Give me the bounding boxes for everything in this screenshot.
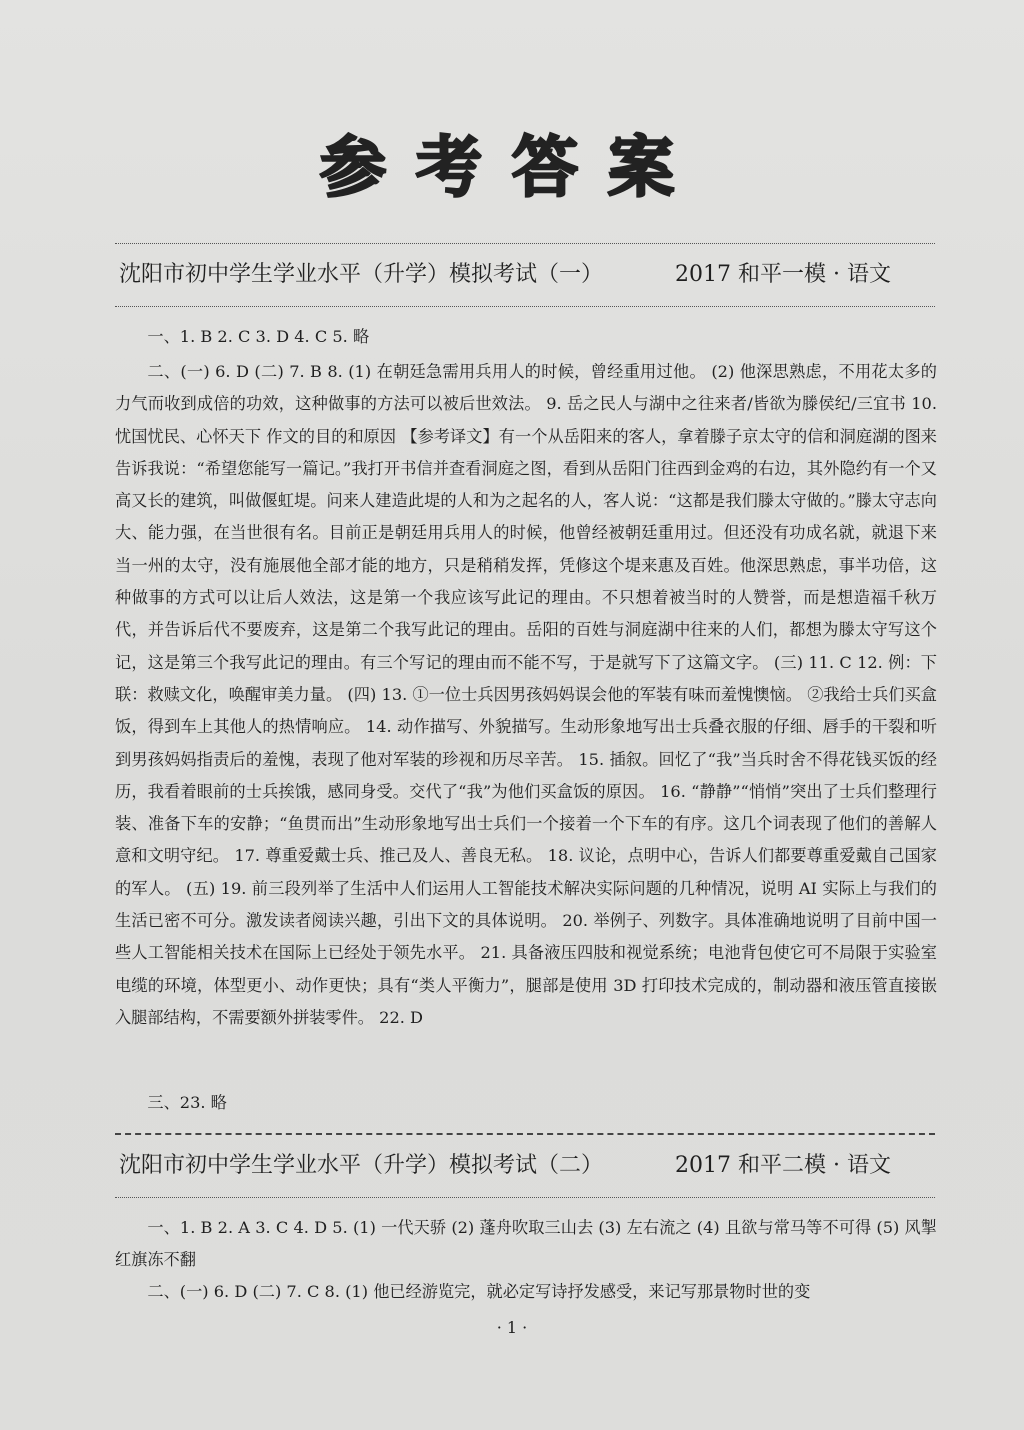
answer-paragraph: 二、(一) 6. D (二) 7. C 8. (1) 他已经游览完，就必定写诗抒发感受，来记写那景物时世的变	[147, 1282, 811, 1301]
section-heading-subject: 2017 和平一模 · 语文	[675, 262, 891, 287]
section-divider	[115, 1133, 935, 1135]
section-heading-title: 沈阳市初中学生学业水平（升学）模拟考试（一）	[119, 262, 604, 287]
section-divider	[115, 1197, 935, 1198]
answer-paragraph: 三、23. 略	[147, 1093, 227, 1112]
section-heading-title: 沈阳市初中学生学业水平（升学）模拟考试（二）	[119, 1153, 604, 1178]
answer-paragraph: 一、1. B 2. A 3. C 4. D 5. (1) 一代天骄 (2) 蓬舟吹取三山去 (3) 左右流之 (4) 且欲与常马等不可得 (5) 风掣红旗冻不翻	[115, 1218, 937, 1270]
answer-paragraph: 一、1. B 2. C 3. D 4. C 5. 略	[147, 327, 370, 346]
page-number: · 1 ·	[496, 1318, 528, 1337]
section-divider	[115, 306, 935, 307]
section-divider	[115, 243, 935, 244]
page-title: 参考答案	[320, 129, 704, 206]
section-heading-subject: 2017 和平二模 · 语文	[675, 1153, 891, 1178]
answer-paragraph: 二、(一) 6. D (二) 7. B 8. (1) 在朝廷急需用兵用人的时候，曾经重用过他。 (2) 他深思熟虑，不用花太多的力气而收到成倍的功效，这种做事的方法可以被后世效法。 9. 岳之民人与湖中之往来者/皆欲为滕侯纪/三宜书 10. 忧国忧民、心怀天下 作文的目的和原因 【参考译文】有一个从岳阳来的客人，拿着滕子京太守的信和洞庭湖的图来告诉我说：“希望您能写一篇记。”我打开书信并查看洞庭之图，看到从岳阳门往西到金鸡的右边，其外隐约有一个又高又长的建筑，叫做偃虹堤。问来人建造此堤的人和为之起名的人，客人说：“这都是我们滕太守做的。”滕太守志向大、能力强，在当世很有名。目前正是朝廷用兵用人的时候，他曾经被朝廷重用过。但还没有功成名就，就退下来当一州的太守，没有施展他全部才能的地方，只是稍稍发挥，凭修这个堤来惠及百姓。他深思熟虑，事半功倍，这种做事的方式可以让后人效法，这是第一个我应该写此记的理由。不只想着被当时的人赞誉，而是想造福千秋万代，并告诉后代不要废弃，这是第二个我写此记的理由。岳阳的百姓与洞庭湖中往来的人们，都想为滕太守写这个记，这是第三个我写此记的理由。有三个写记的理由而不能不写，于是就写下了这篇文字。 (三) 11. C 12. 例：下联：救赎文化，唤醒审美力量。 (四) 13. ①一位士兵因男孩妈妈误会他的军装有味而羞愧懊恼。 ②我给士兵们买盒饭，得到车上其他人的热情响应。 14. 动作描写、外貌描写。生动形象地写出士兵叠衣服的仔细、唇手的干裂和听到男孩妈妈指责后的羞愧，表现了他对军装的珍视和历尽辛苦。 15. 插叙。回忆了“我”当兵时舍不得花钱买饭的经历，我看着眼前的士兵挨饿，感同身受。交代了“我”为他们买盒饭的原因。 16. “静静”“悄悄”突出了士兵们整理行装、准备下车的安静；“鱼贯而出”生动形象地写出士兵们一个接着一个下车的有序。这几个词表现了他们的善解人意和文明守纪。 17. 尊重爱戴士兵、推己及人、善良无私。 18. 议论，点明中心，告诉人们都要尊重爱戴自己国家的军人。 (五) 19. 前三段列举了生活中人们运用人工智能技术解决实际问题的几种情况，说明 AI 实际上与我们的生活已密不可分。激发读者阅读兴趣，引出下文的具体说明。 20. 举例子、列数字。具体准确地说明了目前中国一些人工智能相关技术在国际上已经处于领先水平。 21. 具备液压四肢和视觉系统；电池背包使它可不局限于实验室电缆的环境，体型更小、动作更快；具有“类人平衡力”，腿部是使用 3D 打印技术完成的，制动器和液压管直接嵌入腿部结构，不需要额外拼装零件。 22. D	[115, 362, 937, 1027]
